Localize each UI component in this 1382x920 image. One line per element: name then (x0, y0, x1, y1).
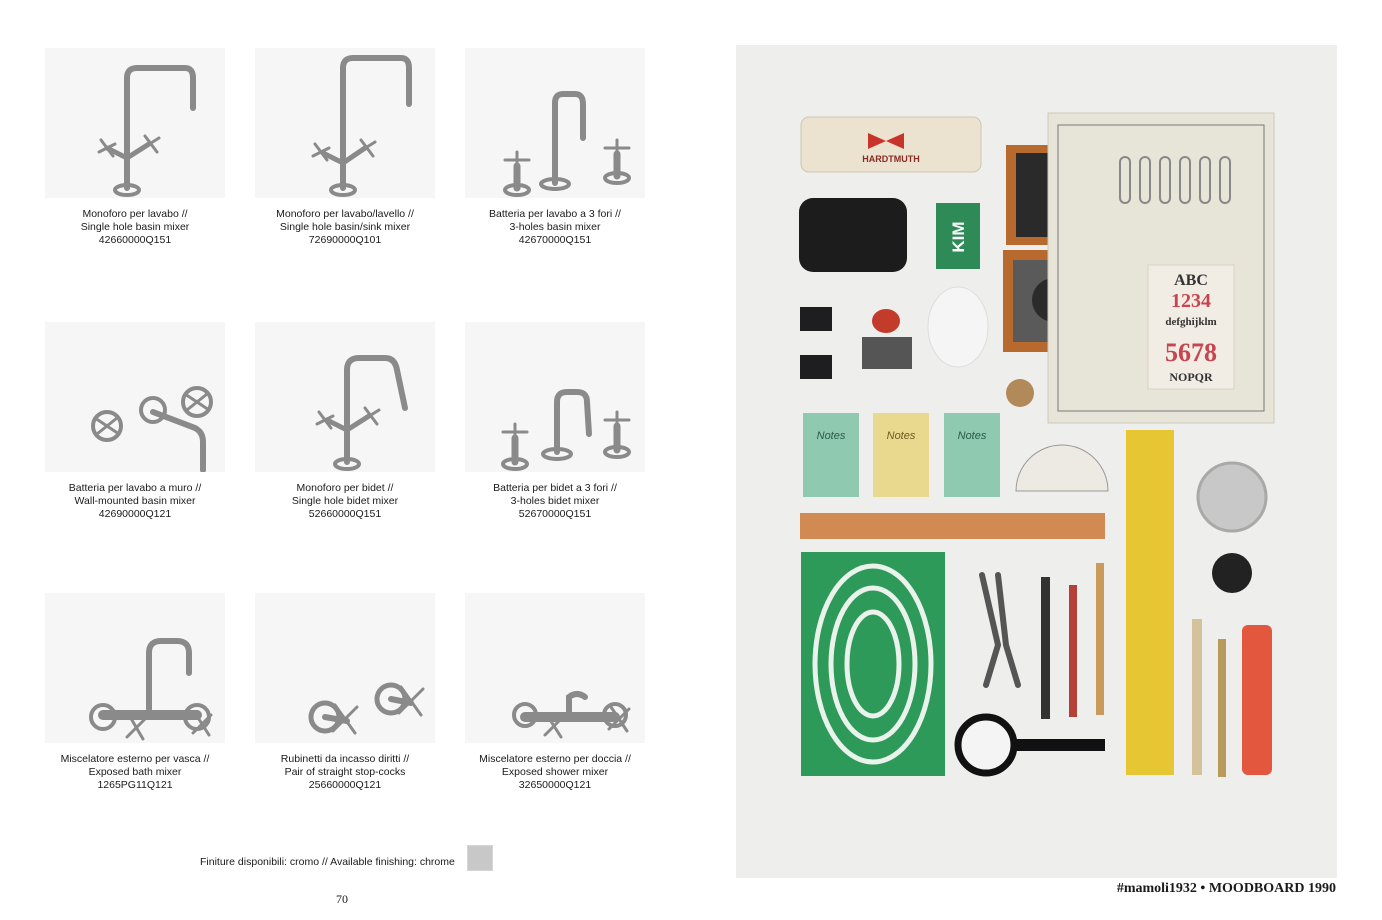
date-stamp-icon (862, 309, 912, 369)
ellipse-template-icon (801, 552, 945, 776)
faucet-single-hole-basin-icon (45, 48, 225, 198)
ruler-icon (800, 513, 1105, 539)
finishing-note: Finiture disponibili: cromo // Available finishing: chrome (200, 856, 455, 868)
pencil-icon (1192, 619, 1202, 775)
stencil-ruler-icon (1126, 430, 1174, 775)
product-name-it: Monoforo per bidet // (296, 482, 394, 494)
product-name-it: Miscelatore esterno per vasca // (60, 753, 210, 765)
svg-text:Notes: Notes (816, 430, 846, 442)
chrome-finish-swatch (467, 845, 493, 871)
svg-text:defghijklm: defghijklm (1165, 316, 1217, 328)
product-name-en: Exposed shower mixer (501, 766, 609, 778)
faucet-wall-mounted-icon (45, 322, 225, 472)
kim-label: KIM (949, 221, 968, 253)
stop-cocks-icon (255, 593, 435, 743)
product-code: 32650000Q121 (518, 779, 592, 791)
kim-box-icon (936, 203, 980, 269)
product-name-en: 3-holes bidet mixer (510, 495, 600, 507)
product-name-it: Rubinetti da incasso diritti // (280, 753, 410, 765)
notebook-icon (944, 413, 1000, 497)
product-card (240, 322, 450, 521)
mouse-icon (928, 287, 988, 367)
product-name-it: Batteria per bidet a 3 fori // (493, 482, 617, 494)
product-code: 42660000Q151 (98, 234, 172, 246)
product-code: 72690000Q101 (308, 234, 382, 246)
product-code: 42690000Q121 (98, 508, 172, 520)
svg-text:5678: 5678 (1165, 338, 1217, 367)
notebook-icon (873, 413, 929, 497)
product-code: 52670000Q151 (518, 508, 592, 520)
hole-punch-icon (982, 575, 1018, 685)
pencil-icon (1069, 585, 1077, 717)
moodboard-caption: #mamoli1932 • MOODBOARD 1990 (1116, 881, 1336, 896)
dip-pen-icon (1096, 563, 1104, 715)
product-card (30, 322, 240, 521)
eraser-box-icon (1242, 625, 1272, 775)
pen-icon (1041, 577, 1050, 719)
stapler-icon (799, 198, 907, 272)
product-name-en: Wall-mounted basin mixer (74, 495, 196, 507)
faucet-single-hole-sink-icon (255, 48, 435, 198)
product-name-en: Exposed bath mixer (88, 766, 182, 778)
pencil-box-icon (801, 117, 981, 172)
binder-clip-icon (800, 355, 832, 379)
protractor-icon (1016, 445, 1108, 491)
tin-icon (1198, 463, 1266, 531)
product-card (30, 593, 240, 792)
product-name-it: Monoforo per lavabo/lavello // (276, 208, 414, 220)
exposed-shower-mixer-icon (465, 593, 645, 743)
product-code: 1265PG11Q121 (97, 779, 173, 791)
product-name-it: Batteria per lavabo a 3 fori // (489, 208, 621, 220)
type-specimen-card (1148, 265, 1234, 389)
product-card (450, 48, 660, 247)
product-name-en: Pair of straight stop-cocks (284, 766, 406, 778)
sharpener-icon (1006, 379, 1034, 407)
product-code: 42670000Q151 (518, 234, 592, 246)
product-name-en: 3-holes basin mixer (509, 221, 601, 233)
faucet-3-holes-bidet-icon (465, 322, 645, 472)
product-card (240, 593, 450, 792)
product-card (450, 593, 660, 792)
svg-text:1234: 1234 (1171, 290, 1211, 312)
product-name-en: Single hole basin/sink mixer (279, 221, 411, 233)
binder-clip-icon (800, 307, 832, 331)
svg-text:Notes: Notes (957, 430, 987, 442)
notebook-icon (803, 413, 859, 497)
product-code: 25660000Q121 (308, 779, 382, 791)
moodboard-photo (736, 45, 1337, 878)
product-name-it: Monoforo per lavabo // (82, 208, 188, 220)
hardtmuth-label: HARDTMUTH (862, 154, 920, 164)
pencil-icon (1218, 639, 1226, 777)
product-name-en: Single hole bidet mixer (291, 495, 399, 507)
magnifying-glass-icon (958, 717, 1105, 773)
product-code: 52660000Q151 (308, 508, 382, 520)
product-card (450, 322, 660, 521)
faucet-3-holes-basin-icon (465, 48, 645, 198)
svg-text:ABC: ABC (1174, 272, 1208, 289)
svg-text:Notes: Notes (886, 430, 916, 442)
product-name-en: Single hole basin mixer (80, 221, 190, 233)
page-number: 70 (336, 892, 348, 906)
svg-text:NOPQR: NOPQR (1169, 370, 1213, 384)
product-card (240, 48, 450, 247)
lens-icon (1212, 553, 1252, 593)
faucet-single-hole-bidet-icon (255, 322, 435, 472)
product-name-it: Batteria per lavabo a muro // (68, 482, 202, 494)
product-name-it: Miscelatore esterno per doccia // (479, 753, 631, 765)
exposed-bath-mixer-icon (45, 593, 225, 743)
product-card (30, 48, 240, 247)
